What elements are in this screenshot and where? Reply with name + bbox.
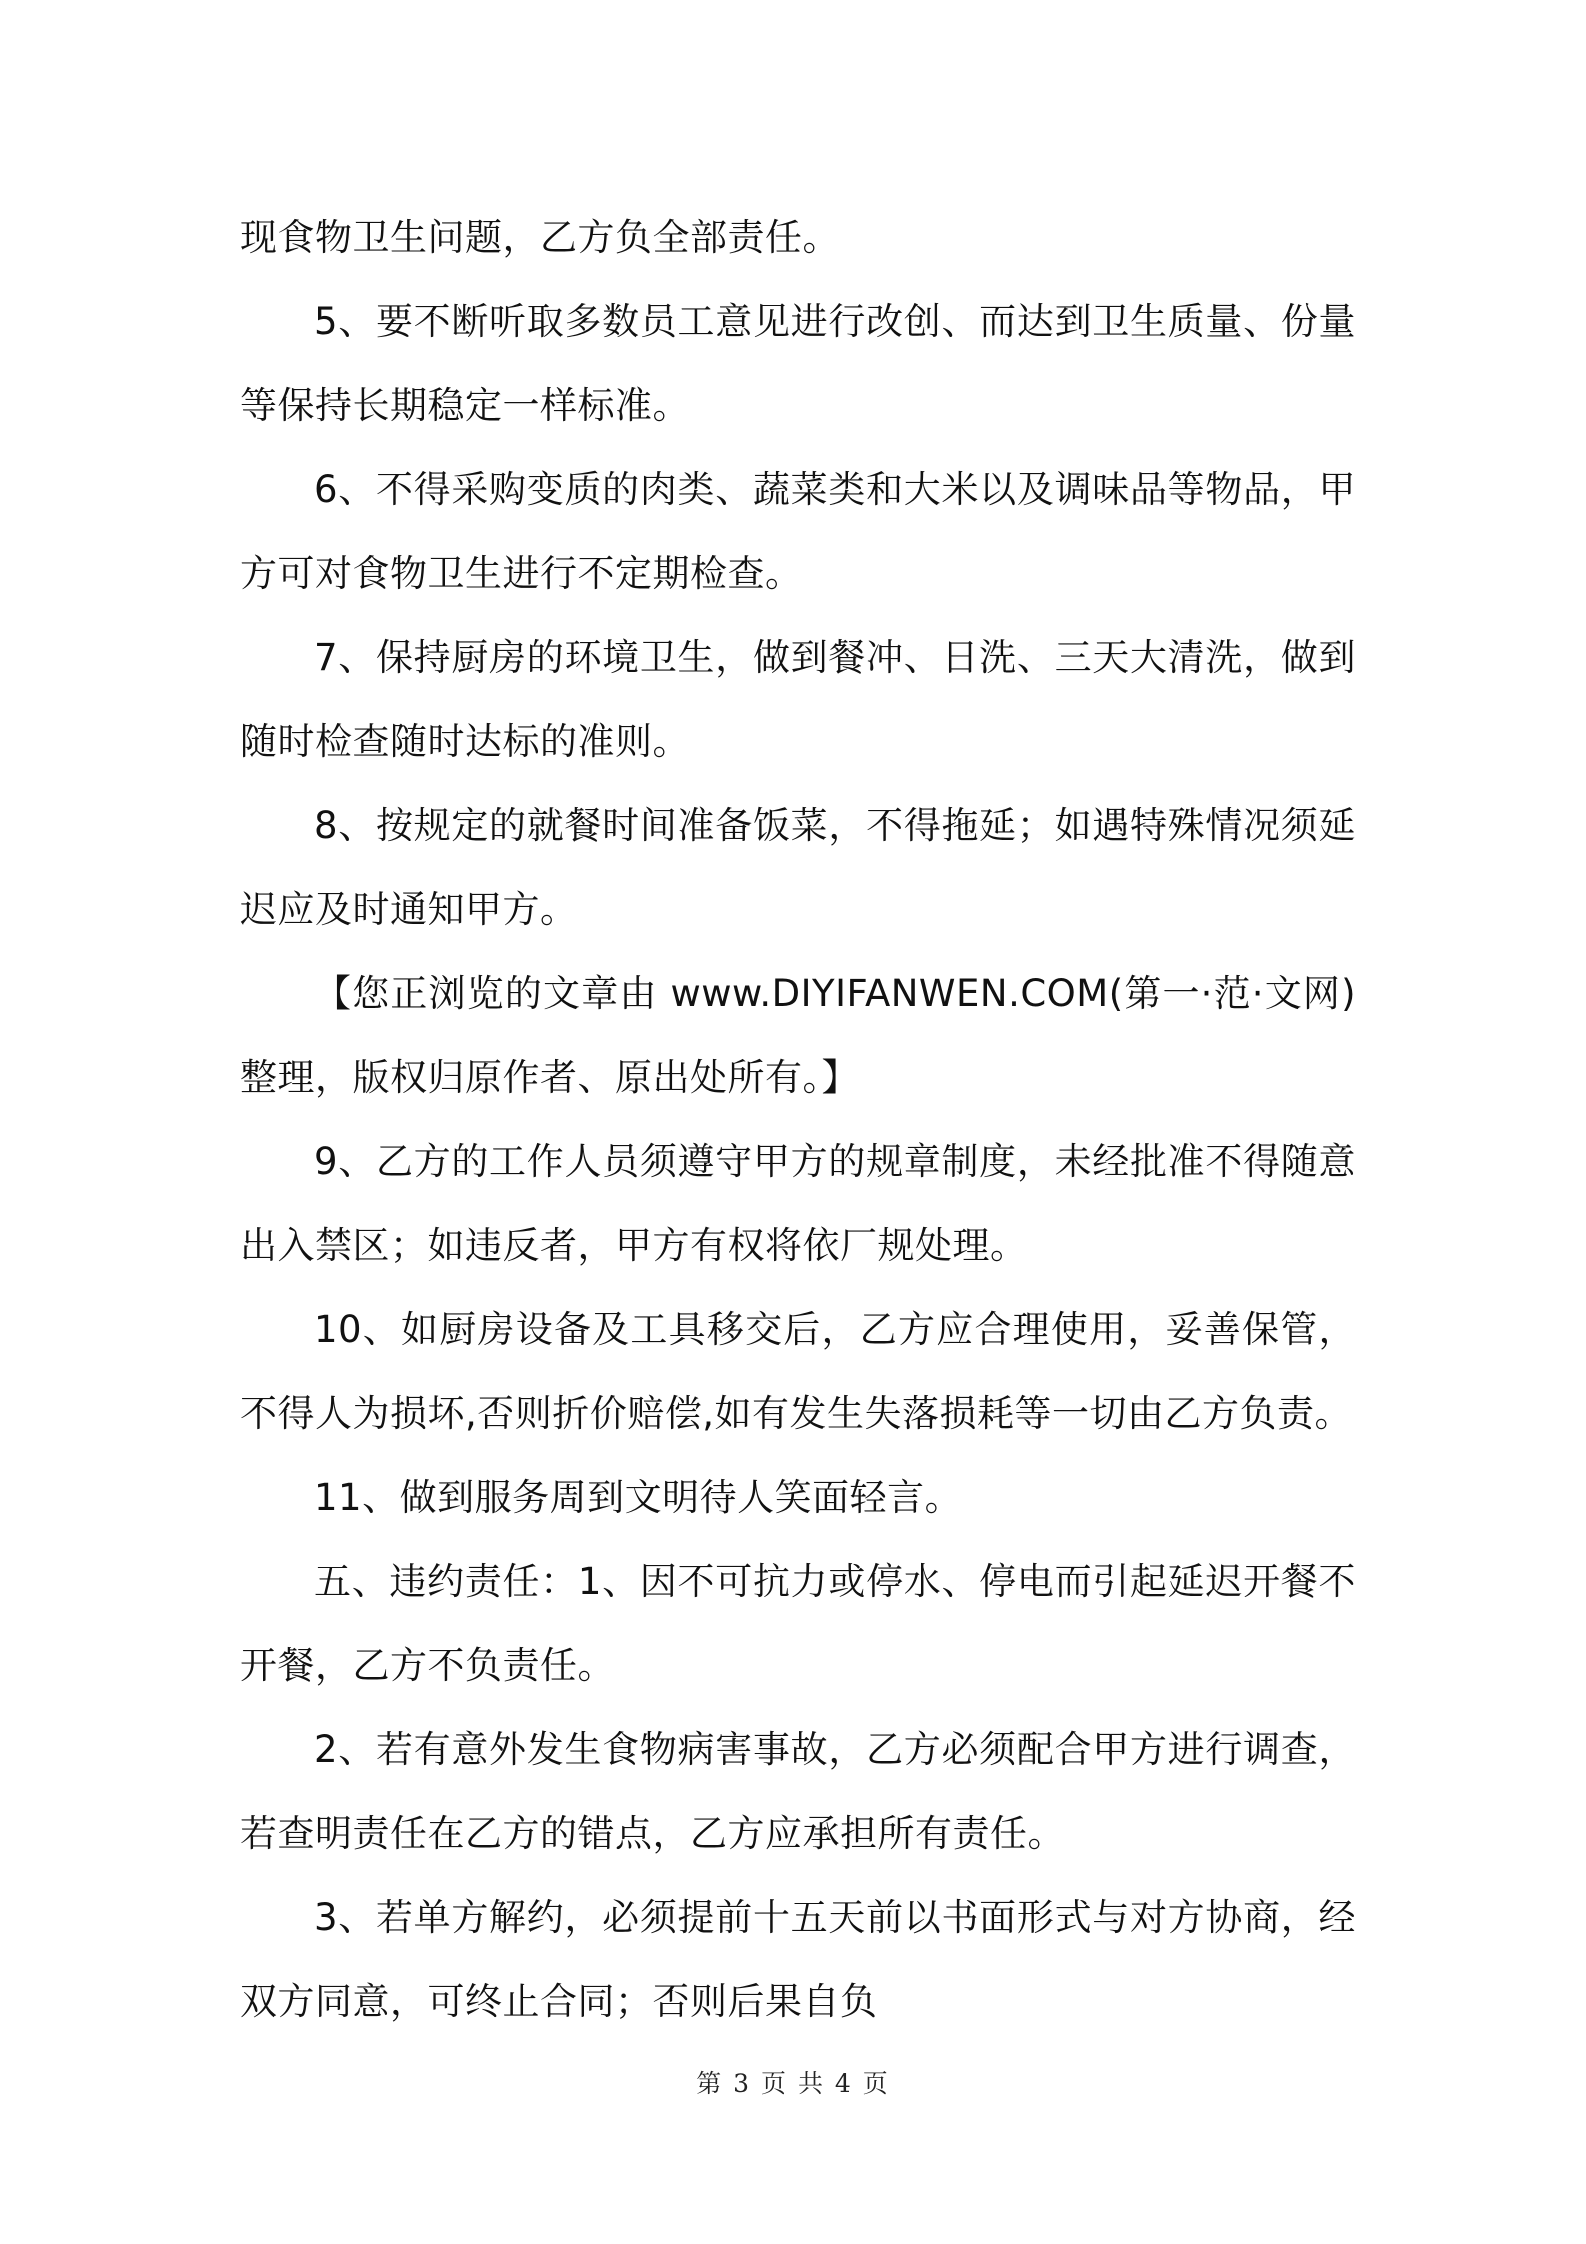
document-body xyxy=(240,196,1356,2044)
paragraph-continuation: 现食物卫生问题，乙方负全部责任。 xyxy=(240,216,840,259)
paragraph-breach-liability: 五、违约责任：1、因不可抗力或停水、停电而引起延迟开餐不开餐，乙方不负责任。 xyxy=(240,1560,1356,1687)
page-number-footer: 第 3 页 共 4 页 xyxy=(696,2069,890,2098)
paragraph-breach-item-3: 3、若单方解约，必须提前十五天前以书面形式与对方协商，经双方同意，可终止合同；否则后果自负 xyxy=(240,1896,1356,2023)
paragraph-source-notice: 【您正浏览的文章由 www.DIYIFANWEN.COM(第一·范·文网)整理，版权归原作者、原出处所有。】 xyxy=(240,972,1356,1099)
paragraph-item-10: 10、如厨房设备及工具移交后，乙方应合理使用，妥善保管，不得人为损坏,否则折价赔偿,如有发生失落损耗等一切由乙方负责。 xyxy=(240,1308,1356,1435)
paragraph-item-7: 7、保持厨房的环境卫生，做到餐冲、日洗、三天大清洗，做到随时检查随时达标的准则。 xyxy=(240,636,1356,763)
paragraph-item-11: 11、做到服务周到文明待人笑面轻言。 xyxy=(314,1476,963,1519)
paragraph-item-5: 5、要不断听取多数员工意见进行改创、而达到卫生质量、份量等保持长期稳定一样标准。 xyxy=(240,300,1356,427)
paragraph-breach-item-2: 2、若有意外发生食物病害事故，乙方必须配合甲方进行调查，若查明责任在乙方的错点，乙方应承担所有责任。 xyxy=(240,1728,1356,1855)
paragraph-item-9: 9、乙方的工作人员须遵守甲方的规章制度，未经批准不得随意出入禁区；如违反者，甲方有权将依厂规处理。 xyxy=(240,1140,1356,1267)
paragraph-item-6: 6、不得采购变质的肉类、蔬菜类和大米以及调味品等物品，甲方可对食物卫生进行不定期检查。 xyxy=(240,468,1356,595)
paragraph-item-8: 8、按规定的就餐时间准备饭菜，不得拖延；如遇特殊情况须延迟应及时通知甲方。 xyxy=(240,804,1356,931)
